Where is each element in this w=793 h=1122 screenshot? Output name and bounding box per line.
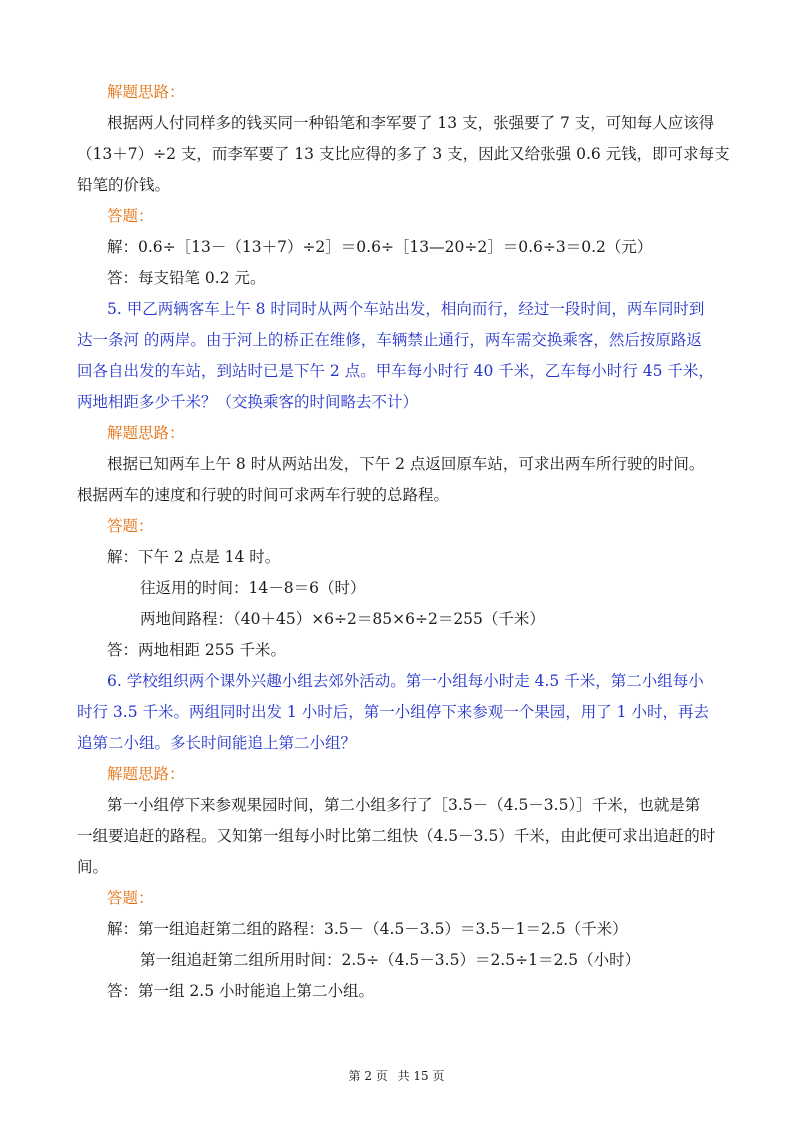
paragraph-line: 根据两车的速度和行驶的时间可求两车行驶的总路程。 (77, 486, 450, 504)
paragraph-line: 第一小组停下来参观果园时间，第二小组多行了［3.5－（4.5－3.5）］千米，也就是第 (107, 796, 701, 814)
question-line: 回各自出发的车站，到站时已是下午 2 点。甲车每小时行 40 千米，乙车每小时行 45 千米， (77, 362, 714, 380)
question-line: 5. 甲乙两辆客车上午 8 时同时从两个车站出发，相向而行，经过一段时间，两车同时到 (107, 300, 705, 318)
solution-heading: 解题思路： (107, 424, 185, 442)
question-line: 达一条河 的两岸。由于河上的桥正在维修，车辆禁止通行，两车需交换乘客，然后按原路返 (77, 331, 702, 349)
paragraph-line: 铅笔的价钱。 (77, 176, 171, 194)
page-footer (0, 1068, 793, 1084)
solution-heading: 解题思路： (107, 765, 185, 783)
answer-line: 答：两地相距 255 千米。 (107, 641, 286, 659)
paragraph-line: 根据已知两车上午 8 时从两站出发，下午 2 点返回原车站，可求出两车所行驶的时间。 (107, 455, 705, 473)
paragraph-line: 间。 (77, 858, 109, 876)
paragraph-line: 一组要追赶的路程。又知第一组每小时比第二组快（4.5－3.5）千米，由此便可求出追赶的时 (77, 827, 716, 845)
solution-line: 解：第一组追赶第二组的路程：3.5－（4.5－3.5）＝3.5－1＝2.5（千米） (107, 920, 628, 938)
solution-line: 第一组追赶第二组所用时间：2.5÷（4.5－3.5）＝2.5÷1＝2.5（小时） (140, 951, 641, 969)
question-line: 时行 3.5 千米。两组同时出发 1 小时后，第一小组停下来参观一个果园，用了 1 小时，再去 (77, 703, 709, 721)
solution-line: 往返用的时间：14－8＝6（时） (140, 579, 366, 597)
paragraph-line: （13＋7）÷2 支，而李军要了 13 支比应得的多了 3 支，因此又给张强 0.6 元钱，即可求每支 (77, 145, 730, 163)
solution-line: 解：下午 2 点是 14 时。 (107, 548, 281, 566)
answer-heading: 答题： (107, 517, 154, 535)
page-number: 第 2 页 (348, 1069, 388, 1083)
solution-heading: 解题思路： (107, 83, 185, 101)
question-line: 两地相距多少千米？（交换乘客的时间略去不计） (77, 393, 419, 411)
answer-line: 答：第一组 2.5 小时能追上第二小组。 (107, 982, 375, 1000)
paragraph-line: 根据两人付同样多的钱买同一种铅笔和李军要了 13 支，张强要了 7 支，可知每人应该得 (107, 114, 715, 132)
page-total: 共 15 页 (397, 1069, 445, 1083)
solution-line: 解：0.6÷［13－（13＋7）÷2］＝0.6÷［13—20÷2］＝0.6÷3＝0.2（元） (107, 238, 653, 256)
answer-heading: 答题： (107, 207, 154, 225)
question-line: 追第二小组。多长时间能追上第二小组？ (77, 734, 357, 752)
answer-heading: 答题： (107, 889, 154, 907)
solution-line: 两地间路程：（40＋45）×6÷2＝85×6÷2＝255（千米） (140, 610, 545, 628)
answer-line: 答：每支铅笔 0.2 元。 (107, 269, 266, 287)
question-line: 6. 学校组织两个课外兴趣小组去郊外活动。第一小组每小时走 4.5 千米，第二小组每小 (107, 672, 704, 690)
